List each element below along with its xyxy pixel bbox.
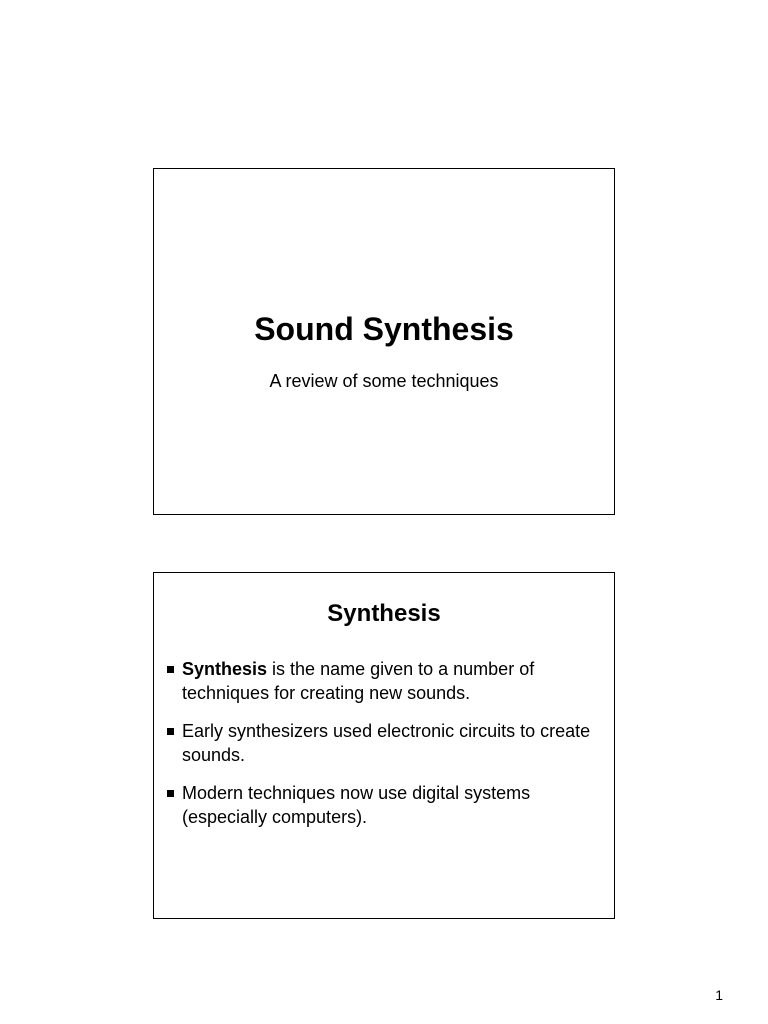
bullet-bold-term: Synthesis xyxy=(182,659,268,679)
slide-synthesis-heading: Synthesis xyxy=(327,600,441,627)
slide-title xyxy=(153,168,615,515)
page-number: 1 xyxy=(715,987,723,1003)
bullet-item xyxy=(164,719,604,767)
bullet-list xyxy=(164,657,604,843)
bullet-text: Early synthesizers used electronic circuits to create sounds. xyxy=(182,721,591,765)
slide-title-subtitle: A review of some techniques xyxy=(269,371,499,391)
square-bullet-icon xyxy=(167,790,174,797)
slide-title-heading: Sound Synthesis xyxy=(254,311,514,347)
slide-synthesis xyxy=(153,572,615,919)
bullet-item xyxy=(164,657,604,705)
square-bullet-icon xyxy=(167,728,174,735)
bullet-item xyxy=(164,781,604,829)
square-bullet-icon xyxy=(167,666,174,673)
bullet-text: Modern techniques now use digital systems (especially computers). xyxy=(182,783,531,827)
bullet-text: is the name given to a number of techniques for creating new sounds. xyxy=(182,659,535,703)
